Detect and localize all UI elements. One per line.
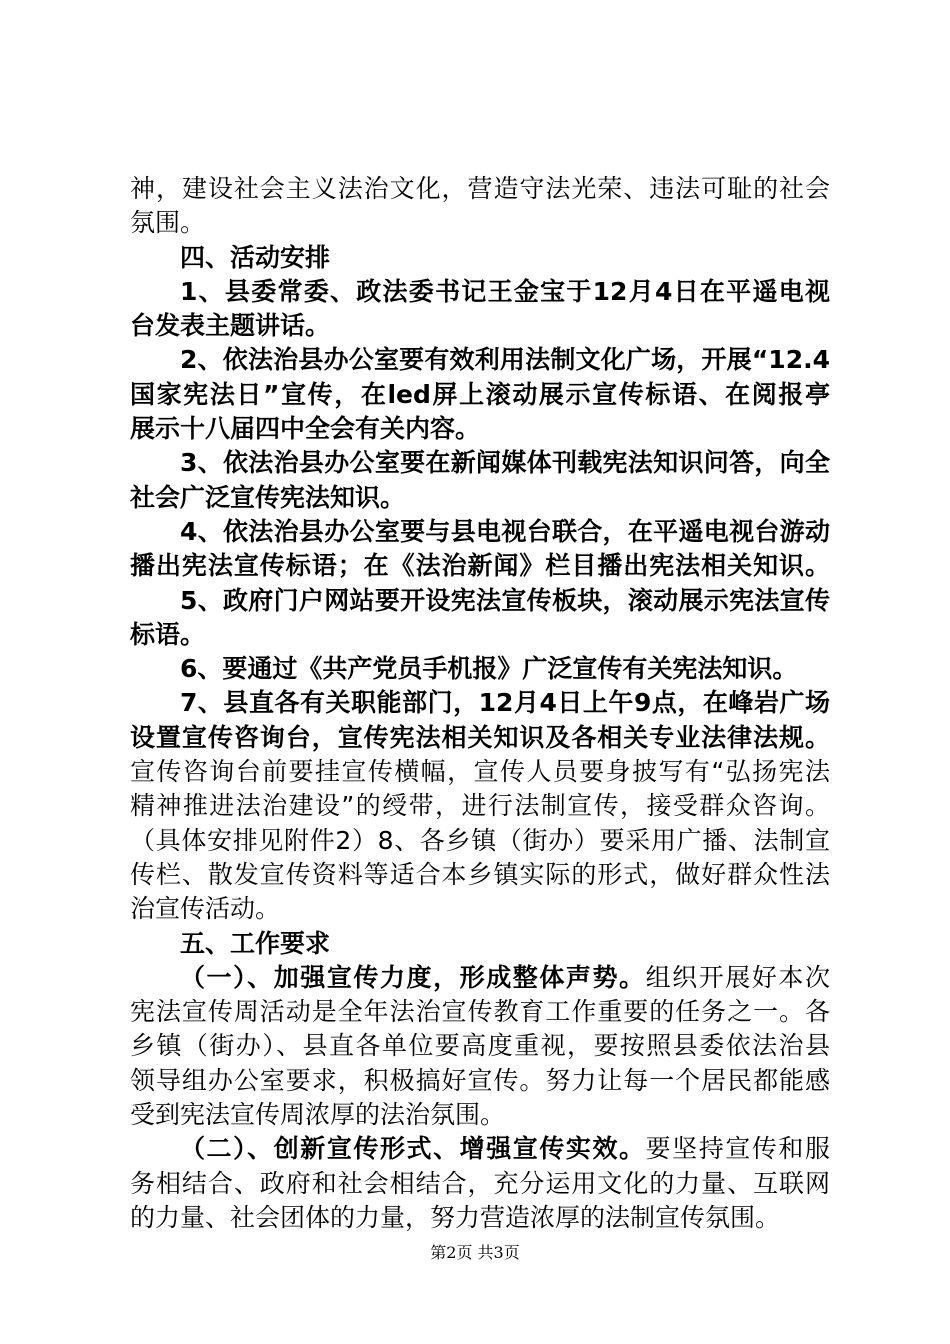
text-line: 标语。: [130, 619, 206, 649]
text-line: 5、政府门户网站要开设宪法宣传板块，滚动展示宪法宣传: [180, 585, 830, 615]
section-one-line: 乡镇（街办）、县直各单位要高度重视，要按照县委依法治县: [130, 1031, 830, 1061]
text-line: 精神推进法治建设”的绶带，进行法制宣传，接受群众咨询。: [130, 791, 830, 821]
section-two: [130, 1132, 830, 1235]
text-line: 台发表主题讲话。: [130, 311, 331, 341]
page-footer: 第2页 共3页: [430, 1243, 520, 1262]
paragraph-lines: [130, 172, 830, 961]
text-line: 1、县委常委、政法委书记王金宝于12月4日在平遥电视: [180, 276, 830, 306]
section-one-line: 受到宪法宣传周浓厚的法治氛围。: [130, 1100, 506, 1130]
section-one: [130, 961, 830, 1132]
text-line: 五、工作要求: [180, 928, 331, 958]
text-line: 展示十八届四中全会有关内容。: [130, 414, 481, 444]
section-two-first-line: [130, 1132, 830, 1166]
text-line: 2、依法治县办公室要有效利用法制文化广场，开展“12.4: [180, 345, 830, 375]
document-body: [130, 172, 830, 1235]
text-line: 社会广泛宣传宪法知识。: [130, 482, 406, 512]
text-line: 宣传咨询台前要挂宣传横幅，宣传人员要身披写有“弘扬宪法: [130, 757, 830, 787]
text-line: 氛围。: [130, 208, 206, 238]
text-line: 播出宪法宣传标语；在《法治新闻》栏目播出宪法相关知识。: [130, 551, 830, 581]
section-two-line: 务相结合、政府和社会相结合，充分运用文化的力量、互联网: [130, 1168, 830, 1198]
section-two-first-text: 要坚持宣传和服: [645, 1134, 830, 1164]
section-two-heading: （二）、创新宣传形式、增强宣传实效。: [180, 1134, 646, 1164]
section-one-first-text: 组织开展好本次: [645, 962, 830, 992]
text-line: 神，建设社会主义法治文化，营造守法光荣、违法可耻的社会: [130, 174, 830, 203]
text-line: 传栏、散发宣传资料等适合本乡镇实际的形式，做好群众性法: [130, 859, 830, 889]
section-one-line: 宪法宣传周活动是全年法治宣传教育工作重要的任务之一。各: [130, 997, 830, 1027]
text-line: 3、依法治县办公室要在新闻媒体刊载宪法知识问答，向全: [180, 448, 830, 478]
text-line: 7、县直各有关职能部门，12月4日上午9点，在峰岩广场: [180, 688, 830, 718]
text-line: 治宣传活动。: [130, 894, 281, 924]
text-line: 四、活动安排: [180, 242, 331, 272]
section-one-line: 领导组办公室要求，积极搞好宣传。努力让每一个居民都能感: [130, 1065, 830, 1095]
text-line: 国家宪法日”宣传，在led屏上滚动展示宣传标语、在阅报亭: [130, 379, 830, 409]
text-line: 6、要通过《共产党员手机报》广泛宣传有关宪法知识。: [180, 654, 798, 684]
section-one-first-line: [130, 961, 830, 995]
section-two-line: 的力量、社会团体的力量，努力营造浓厚的法制宣传氛围。: [130, 1202, 781, 1232]
text-line: 设置宣传咨询台，宣传宪法相关知识及各相关专业法律法规。: [130, 722, 830, 752]
text-line: 4、依法治县办公室要与县电视台联合，在平遥电视台游动: [180, 516, 830, 546]
text-line: （具体安排见附件2）8、各乡镇（街办）要采用广播、法制宣: [130, 825, 830, 855]
section-one-heading: （一）、加强宣传力度，形成整体声势。: [180, 962, 646, 992]
